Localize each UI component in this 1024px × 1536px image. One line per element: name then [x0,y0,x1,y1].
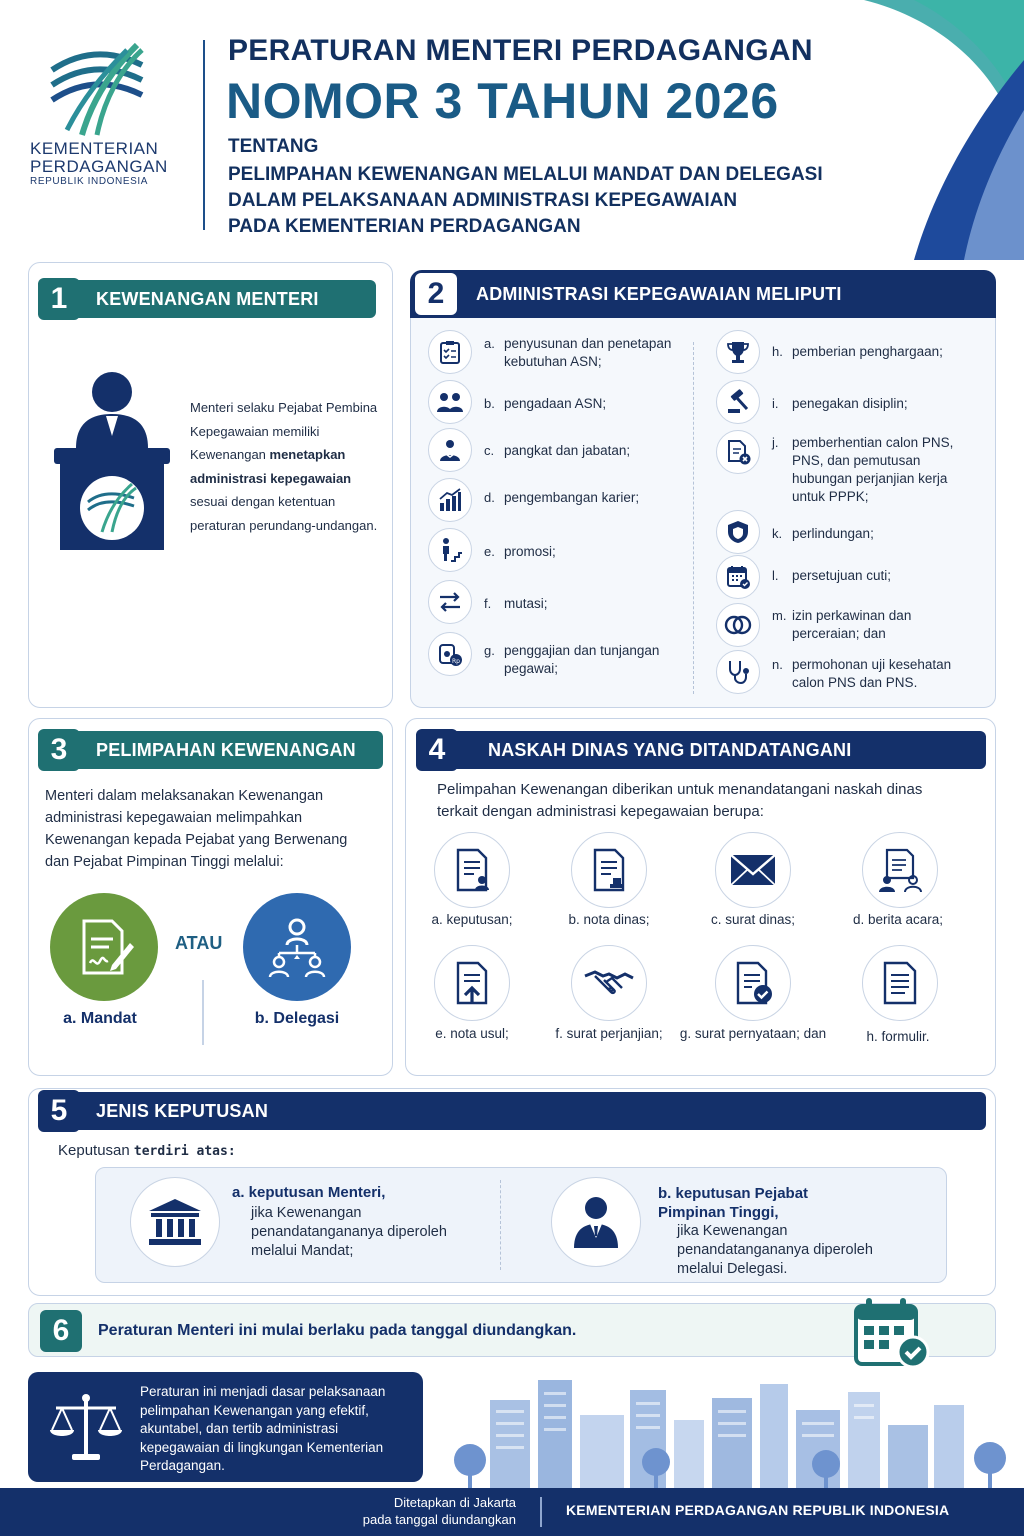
decision-a-text: jika Kewenangan penandatangananya diperoleh melalui Mandat; [251,1205,447,1259]
mandate-icon [50,893,158,1001]
logo-subtext: REPUBLIK INDONESIA [30,176,149,187]
item-text: penggajian dan tunjangan pegawai; [504,643,660,676]
logo-text: KEMENTERIAN PERDAGANGAN [30,139,168,176]
item-letter: l. [772,568,779,583]
checked-document-icon [715,945,791,1021]
section5-number: 5 [38,1090,80,1132]
section4-number: 4 [416,729,458,771]
decision-b-text: jika Kewenangan penandatangananya diperoleh melalui Delegasi. [677,1223,873,1277]
item-letter: h. [772,344,783,359]
section6-number: 6 [40,1310,82,1352]
item-letter: k. [772,526,783,541]
decision-b-title: b. keputusan Pejabat Pimpinan Tinggi, [658,1185,809,1221]
section4-header [418,731,986,769]
section5-intro: Keputusan terdiri atas: [58,1142,236,1159]
handshake-icon [571,945,647,1021]
item-letter: e. [484,544,495,559]
item-letter: m. [772,608,787,623]
people-icon [428,380,472,424]
section1-text: Menteri selaku Pejabat Pembina Kepegawaian memiliki Kewenangan menetapkan administrasi kepegawaian sesuai dengan ketentuan peraturan perundang-undangan. [190,400,378,533]
item-letter: g. [484,643,495,658]
header-divider [203,40,205,230]
item-letter: c. [484,443,495,458]
stairs-icon [428,528,472,572]
option-mandat: a. Mandat [63,1010,137,1027]
item-letter: i. [772,396,779,411]
item-text: pemberhentian calon PNS, PNS, dan pemutusan hubungan perjanjian kerja untuk PPPK; [792,435,954,504]
item-letter: n. [772,657,783,672]
doc-label: f. surat perjanjian; [555,1026,663,1041]
item-text: persetujuan cuti; [792,568,892,583]
section3-number: 3 [38,729,80,771]
section2-header [410,270,996,318]
document-x-icon [716,430,760,474]
growth-chart-icon [428,478,472,522]
doc-label: a. keputusan; [431,912,513,927]
scales-of-justice-icon [48,1392,124,1469]
official-icon [551,1177,641,1267]
report-people-icon [862,832,938,908]
section2-divider [693,342,694,694]
doc-label: e. nota usul; [435,1026,509,1041]
or-label: ATAU [175,933,223,953]
minister-podium-icon [52,370,172,560]
section1-title: KEWENANGAN MENTERI [96,288,319,309]
summary-text: Peraturan ini menjadi dasar pelaksanaan pelimpahan Kewenangan yang efektif, akuntabel, dan tertib administrasi kepegawaian di lingkungan Kementerian Perdagangan. [140,1384,386,1473]
stethoscope-icon [716,650,760,694]
calendar-icon [716,555,760,599]
city-skyline-illustration [430,1370,1024,1492]
form-icon [862,945,938,1021]
or-divider [202,980,204,1045]
title-number: NOMOR 3 TAHUN 2026 [226,73,779,129]
section5-header [40,1092,986,1130]
item-text: pemberian penghargaan; [792,344,943,359]
section3-text: Menteri dalam melaksanakan Kewenangan administrasi kepegawaian melimpahkan Kewenangan kepada Pejabat yang Berwenang dan Pejabat Pimpinan Tinggi melalui: [45,788,348,870]
section2-title: ADMINISTRASI KEPEGAWAIAN MELIPUTI [476,283,842,304]
section4-intro: Pelimpahan Kewenangan diberikan untuk menandatangani naskah dinas terkait dengan administrasi kepegawaian berupa: [437,781,923,820]
option-delegasi: b. Delegasi [254,1010,340,1027]
item-text: izin perkawinan dan perceraian; dan [792,608,912,641]
doc-label: g. surat pernyataan; dan [679,1026,827,1041]
section6-text: Peraturan Menteri ini mulai berlaku pada tanggal diundangkan. [98,1322,577,1339]
title-line1: PERATURAN MENTERI PERDAGANGAN [228,34,813,67]
ministry-building-icon [130,1177,220,1267]
section1-header [40,280,376,318]
gavel-icon [716,380,760,424]
subject-title: PELIMPAHAN KEWENANGAN MELALUI MANDAT DAN DELEGASI DALAM PELAKSANAAN ADMINISTRASI KEPEGAWAIAN PADA KEMENTERIAN PERDAGANGAN [228,164,823,237]
item-text: pengadaan ASN; [504,396,607,411]
item-letter: f. [484,596,492,611]
item-text: penyusunan dan penetapan kebutuhan ASN; [504,336,672,369]
section3-header [40,731,383,769]
section2-number: 2 [415,273,457,315]
tentang-label: TENTANG [228,136,319,157]
trophy-icon [716,330,760,374]
footer-divider [540,1497,542,1527]
footer-org: KEMENTERIAN PERDAGANGAN REPUBLIK INDONESIA [566,1502,950,1518]
item-text: pengembangan karier; [504,490,640,505]
doc-label: d. berita acara; [852,912,944,927]
item-text: mutasi; [504,596,548,611]
shield-icon [716,510,760,554]
calendar-check-icon [852,1296,932,1375]
swap-arrows-icon [428,580,472,624]
section3-title: PELIMPAHAN KEWENANGAN [96,739,356,760]
rings-icon [716,603,760,647]
salary-icon [428,632,472,676]
item-letter: b. [484,396,495,411]
doc-label: c. surat dinas; [710,912,796,927]
item-letter: d. [484,490,495,505]
section4-title: NASKAH DINAS YANG DITANDATANGANI [488,739,852,760]
item-text: permohonan uji kesehatan calon PNS dan PNS. [792,657,952,690]
item-letter: a. [484,336,495,351]
clipboard-icon [428,330,472,374]
upload-document-icon [434,945,510,1021]
doc-label: h. formulir. [866,1029,930,1044]
decision-document-icon [434,832,510,908]
doc-label: b. nota dinas; [568,912,650,927]
item-text: penegakan disiplin; [792,396,908,411]
memo-stamp-icon [571,832,647,908]
item-text: pangkat dan jabatan; [504,443,631,458]
section5-title: JENIS KEPUTUSAN [96,1100,269,1121]
envelope-icon [715,832,791,908]
delegation-icon [243,893,351,1001]
footer-place: Ditetapkan di Jakarta pada tanggal diundangkan [362,1495,516,1527]
item-text: promosi; [504,544,556,559]
item-letter: j. [772,435,779,450]
section1-number: 1 [38,278,80,320]
item-text: perlindungan; [792,526,874,541]
decision-a-title: a. keputusan Menteri, [232,1184,386,1201]
rank-icon [428,428,472,472]
svg-text:Rp: Rp [452,658,460,665]
decision-types-divider [500,1180,501,1270]
